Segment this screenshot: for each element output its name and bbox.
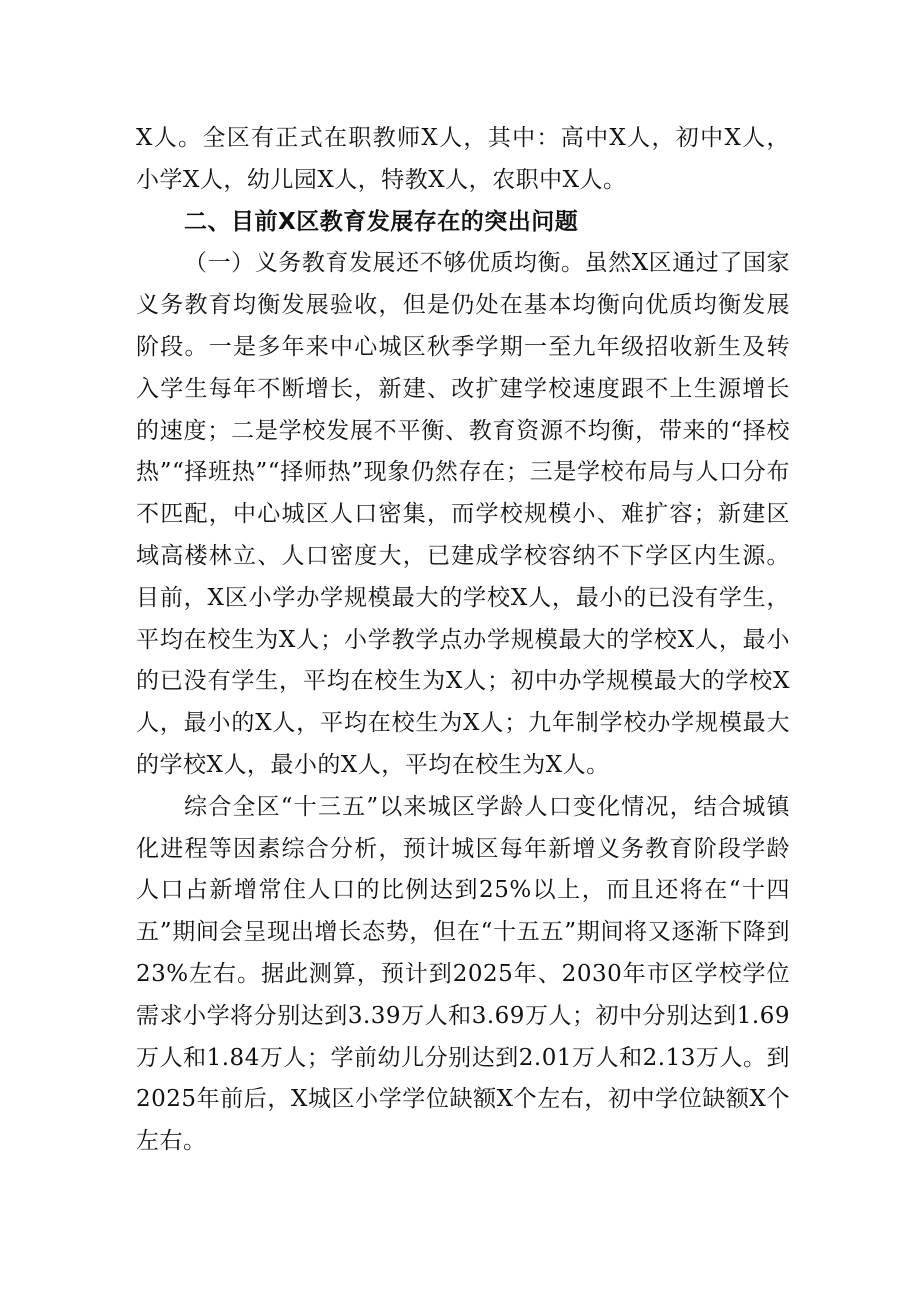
section-heading: 二、目前X区教育发展存在的突出问题 [184, 208, 579, 235]
teacher-count-paragraph: X人。全区有正式在职教师X人，其中：高中X人，初中X人，小学X人，幼儿园X人，特教X人，农职中X人。 [136, 125, 790, 193]
document-body [136, 118, 790, 1163]
compulsory-education-paragraph: （一）义务教育发展还不够优质均衡。虽然X区通过了国家义务教育均衡发展验收，但是仍处在基本均衡向优质均衡发展阶段。一是多年来中心城区秋季学期一至九年级招收新生及转入学生每年不断增长，新建、改扩建学校速度跟不上生源增长的速度；二是学校发展不平衡、教育资源不均衡，带来的“择校热”“择班热”“择师热”现象仍然存在；三是学校布局与人口分布不匹配，中心城区人口密集，而学校规模小、难扩容；新建区域高楼林立、人口密度大，已建成学校容纳不下学区内生源。目前，X区小学办学规模最大的学校X人，最小的已没有学生，平均在校生为X人；小学教学点办学规模最大的学校X人，最小的已没有学生，平均在校生为X人；初中办学规模最大的学校X人，最小的X人，平均在校生为X人；九年制学校办学规模最大的学校X人，最小的X人，平均在校生为X人。 [136, 250, 790, 778]
population-forecast-paragraph: 综合全区“十三五”以来城区学龄人口变化情况，结合城镇化进程等因素综合分析，预计城区每年新增义务教育阶段学龄人口占新增常住人口的比例达到25%以上，而且还将在“十四五”期间会呈现出增长态势，但在“十五五”期间将又逐渐下降到23%左右。据此测算，预计到2025年、2030年市区学校学位需求小学将分别达到3.39万人和3.69万人；初中分别达到1.69万人和1.84万人；学前幼儿分别达到2.01万人和2.13万人。到2025年前后，X城区小学学位缺额X个左右，初中学位缺额X个左右。 [136, 793, 790, 1155]
